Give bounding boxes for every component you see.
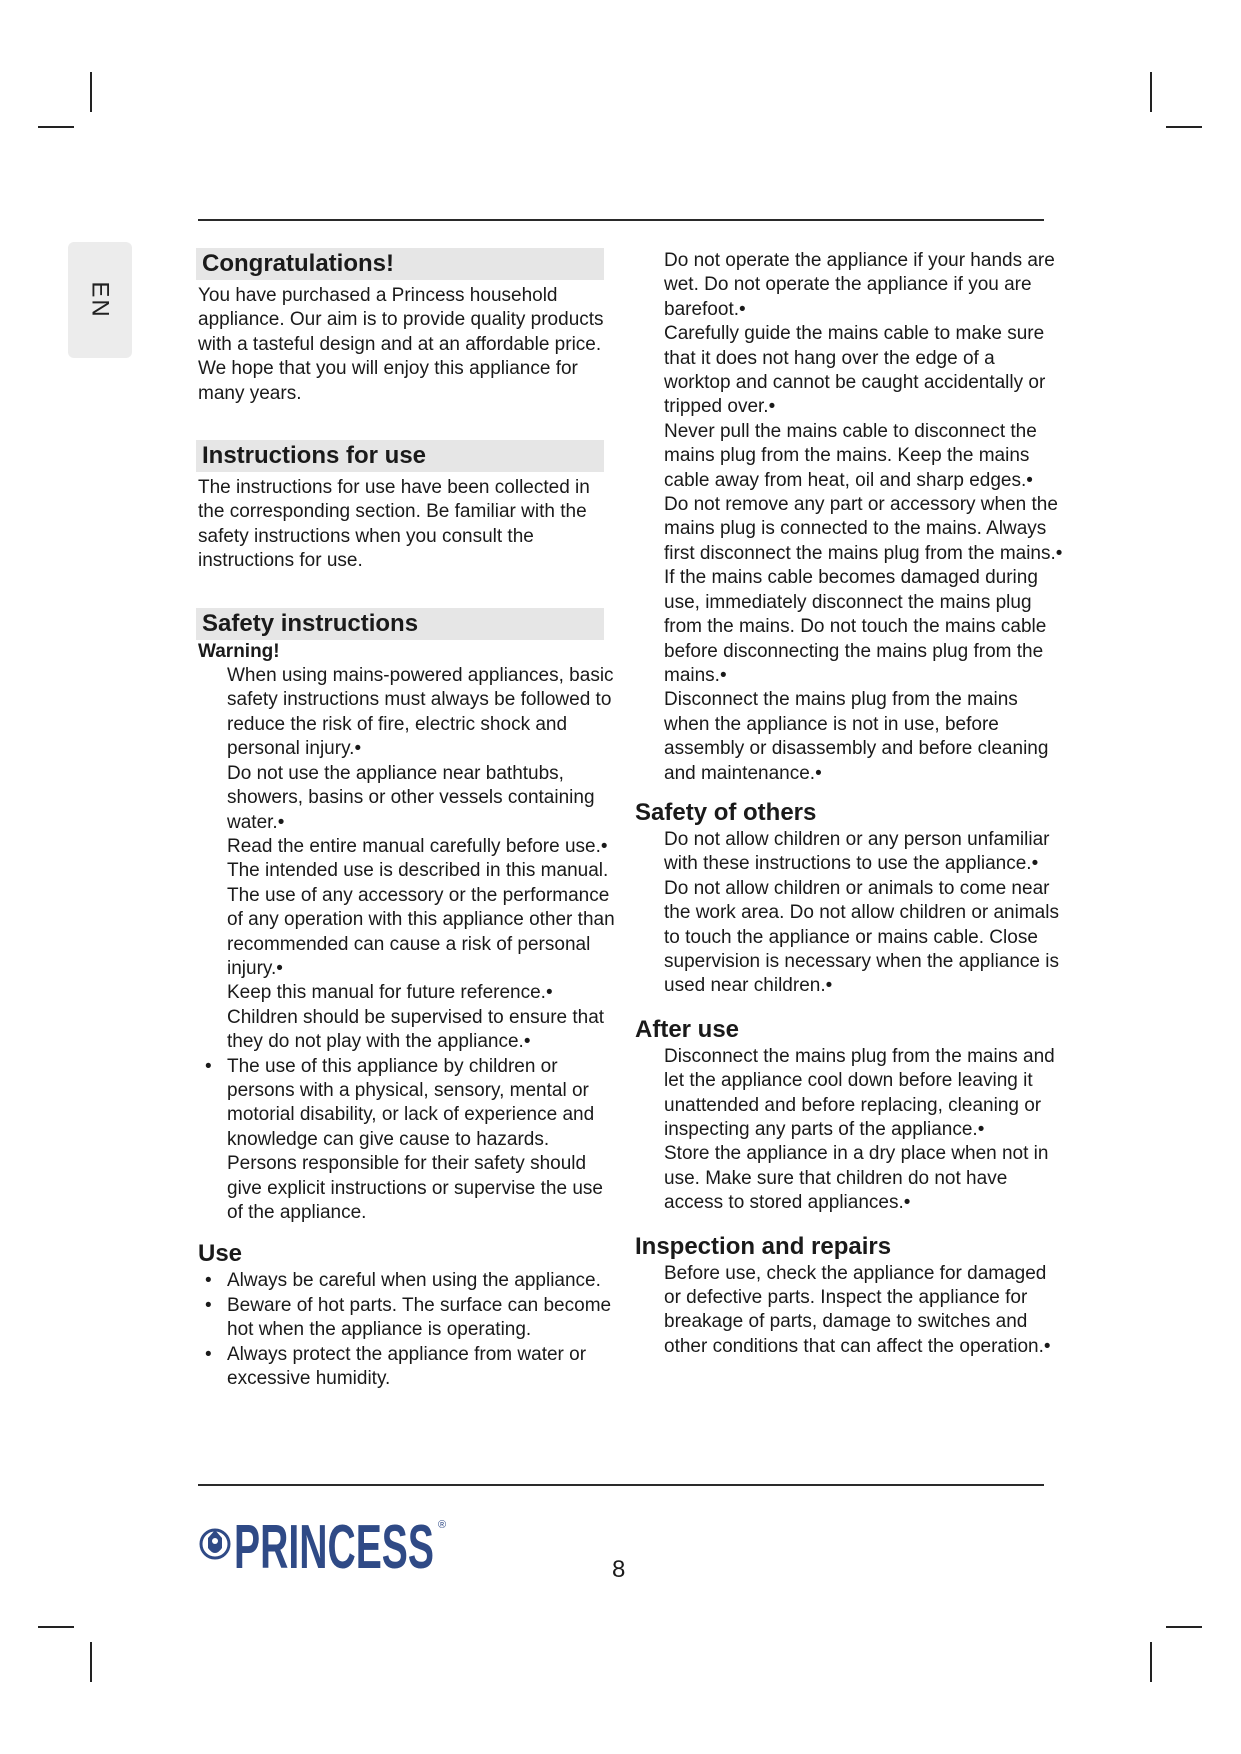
safety-item: Do not remove any part or accessory when the mains plug is connected to the mains. Always first disconnect the mains plug from the mains.• (664, 494, 1063, 564)
safety-others-item: Do not allow children or any person unfamiliar with these instructions to use the appliance.• (664, 828, 1050, 875)
language-label: EN (87, 281, 114, 319)
use-item: • Always be careful when using the appliance. (205, 1270, 601, 1292)
warning-label: Warning! (198, 640, 280, 662)
use-heading: Use (198, 1240, 243, 1268)
svg-text:®: ® (438, 1519, 447, 1531)
after-use-item: Store the appliance in a dry place when not in use. Make sure that children do not have access to stored appliances.• (664, 1143, 1049, 1214)
inspection-item: Before use, check the appliance for damaged or defective parts. Inspect the appliance for breakage of parts, damage to switches and other conditions that can affect the operation.• (664, 1262, 1051, 1357)
brand-wordmark: PRINCESS (234, 1513, 434, 1580)
safety-item: • The use of this appliance by children or persons with a physical, sensory, mental or motorial disability, or lack of experience and knowledge can give cause to hazards. Persons responsible for their safety should give explicit instructions or supervise the use of the appliance. (205, 1055, 603, 1223)
safety-item: Read the entire manual carefully before use.• (227, 835, 608, 857)
safety-item: Do not operate the appliance if your hands are wet. Do not operate the appliance if you are barefoot.• (664, 250, 1055, 320)
safety-heading: Safety instructions (196, 608, 604, 640)
safety-item: Never pull the mains cable to disconnect the mains plug from the mains. Keep the mains cable away from heat, oil and sharp edges.• (664, 420, 1037, 491)
princess-logo (198, 1508, 478, 1580)
after-use-item: Disconnect the mains plug from the mains and let the appliance cool down before leaving it unattended and before replacing, cleaning or inspecting any parts of the appliance.• (664, 1045, 1055, 1140)
inspection-heading: Inspection and repairs (635, 1232, 892, 1260)
page-number: 8 (612, 1556, 626, 1583)
crop-mark (1166, 126, 1202, 128)
use-item: • Always protect the appliance from water or excessive humidity. (205, 1343, 587, 1390)
safety-item: The intended use is described in this manual. The use of any accessory or the performance of any operation with this appliance other than recommended can cause a risk of personal injury.• (227, 860, 615, 979)
crop-mark (90, 1642, 92, 1682)
crop-mark (1166, 1626, 1202, 1628)
right-column (635, 249, 1065, 1359)
congratulations-text: You have purchased a Princess household appliance. Our aim is to provide quality products with a tasteful design and at an affordable price. We hope that you will enjoy this appliance for many years. (198, 285, 604, 404)
instructions-heading: Instructions for use (196, 440, 604, 472)
crop-mark (1150, 1642, 1152, 1682)
safety-item: Disconnect the mains plug from the mains when the appliance is not in use, before assembly or disassembly and before cleaning and maintenance.• (664, 689, 1049, 784)
top-rule (198, 219, 1044, 221)
use-item: • Beware of hot parts. The surface can become hot when the appliance is operating. (205, 1294, 612, 1341)
instructions-text: The instructions for use have been collected in the corresponding section. Be familiar with the safety instructions when you consult the instructions for use. (198, 477, 590, 572)
safety-item: Keep this manual for future reference.• (227, 982, 553, 1004)
safety-item: Carefully guide the mains cable to make sure that it does not hang over the edge of a worktop and cannot be caught accidentally or tripped over.• (664, 323, 1046, 418)
princess-crest-icon (198, 1508, 478, 1580)
safety-item: If the mains cable becomes damaged during use, immediately disconnect the mains plug from the mains. Do not touch the mains cable before disconnecting the mains plug from the mains.• (664, 567, 1047, 686)
congratulations-heading: Congratulations! (196, 248, 604, 280)
safety-others-item: Do not allow children or animals to come near the work area. Do not allow children or animals to touch the appliance or mains cable. Close supervision is necessary when the appliance is used near children.• (664, 877, 1059, 997)
safety-item: Children should be supervised to ensure that they do not play with the appliance.• (227, 1006, 605, 1053)
left-column (198, 248, 620, 1391)
safety-others-heading: Safety of others (635, 798, 817, 826)
safety-item: When using mains-powered appliances, basic safety instructions must always be followed to reduce the risk of fire, electric shock and personal injury.• (227, 665, 614, 760)
safety-item: Do not use the appliance near bathtubs, showers, basins or other vessels containing water.• (227, 762, 595, 833)
language-tab (68, 242, 132, 358)
crop-mark (1150, 72, 1152, 112)
after-use-heading: After use (635, 1015, 740, 1043)
crop-mark (38, 1626, 74, 1628)
crop-mark (38, 126, 74, 128)
crop-mark (90, 72, 92, 112)
bottom-rule (198, 1484, 1044, 1486)
